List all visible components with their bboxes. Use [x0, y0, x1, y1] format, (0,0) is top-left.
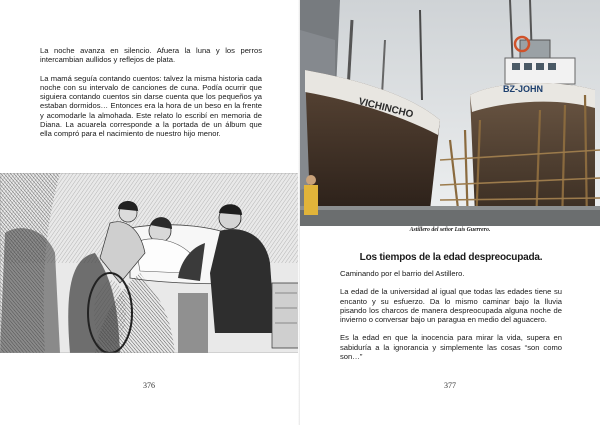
left-page-text — [40, 46, 262, 148]
right-page — [300, 0, 600, 425]
right-paragraph-1: Caminando por el barrio del Astillero. — [340, 269, 465, 278]
page-number-right: 377 — [444, 381, 456, 390]
left-paragraph-1: La noche avanza en silencio. Afuera la luna y los perros intercambian aullidos y reflejos de plata. — [40, 46, 262, 65]
section-title: Los tiempos de la edad despreocupada. — [359, 252, 543, 263]
boat-name-left: VICHINCHO — [357, 96, 415, 121]
right-paragraph-3: Es la edad en que la inocencia para mirar la vida, supera en sabiduría a la ignorancia y simplemente las cosas “son como son…” — [340, 333, 562, 362]
left-paragraph-2: La mamá seguía contando cuentos: talvez la misma historia cada noche con su intervalo de canciones de cuna. Podía ocurrir que siguiera contando cuentos sin darse cuenta que los pequeños ya estaban dormidos… Entonces era la hora de un beso en la frente y acomodarle la almohada. Este relato lo escribí en memoria de Diana. La acuarela corresponde a la portada de un álbum que ella compró para el nacimiento de nuestro hijo menor. — [40, 73, 262, 139]
page-number-left: 376 — [143, 381, 155, 390]
right-paragraph-2: La edad de la universidad al igual que todas las edades tiene su encanto y su esfuerzo. Da lo mismo caminar bajo la lluvia pisando los charcos de manera despreocupada alguna noche de invierno o conversar bajo un paragua en medio del aguacero. — [340, 287, 562, 325]
family-engraving-illustration — [0, 173, 300, 353]
photo-caption: Astillero del señor Luis Guerrero. — [409, 227, 491, 233]
boat-name-right: BZ-JOHN — [503, 84, 543, 94]
right-page-text — [340, 269, 562, 370]
shipyard-photo — [300, 0, 600, 226]
